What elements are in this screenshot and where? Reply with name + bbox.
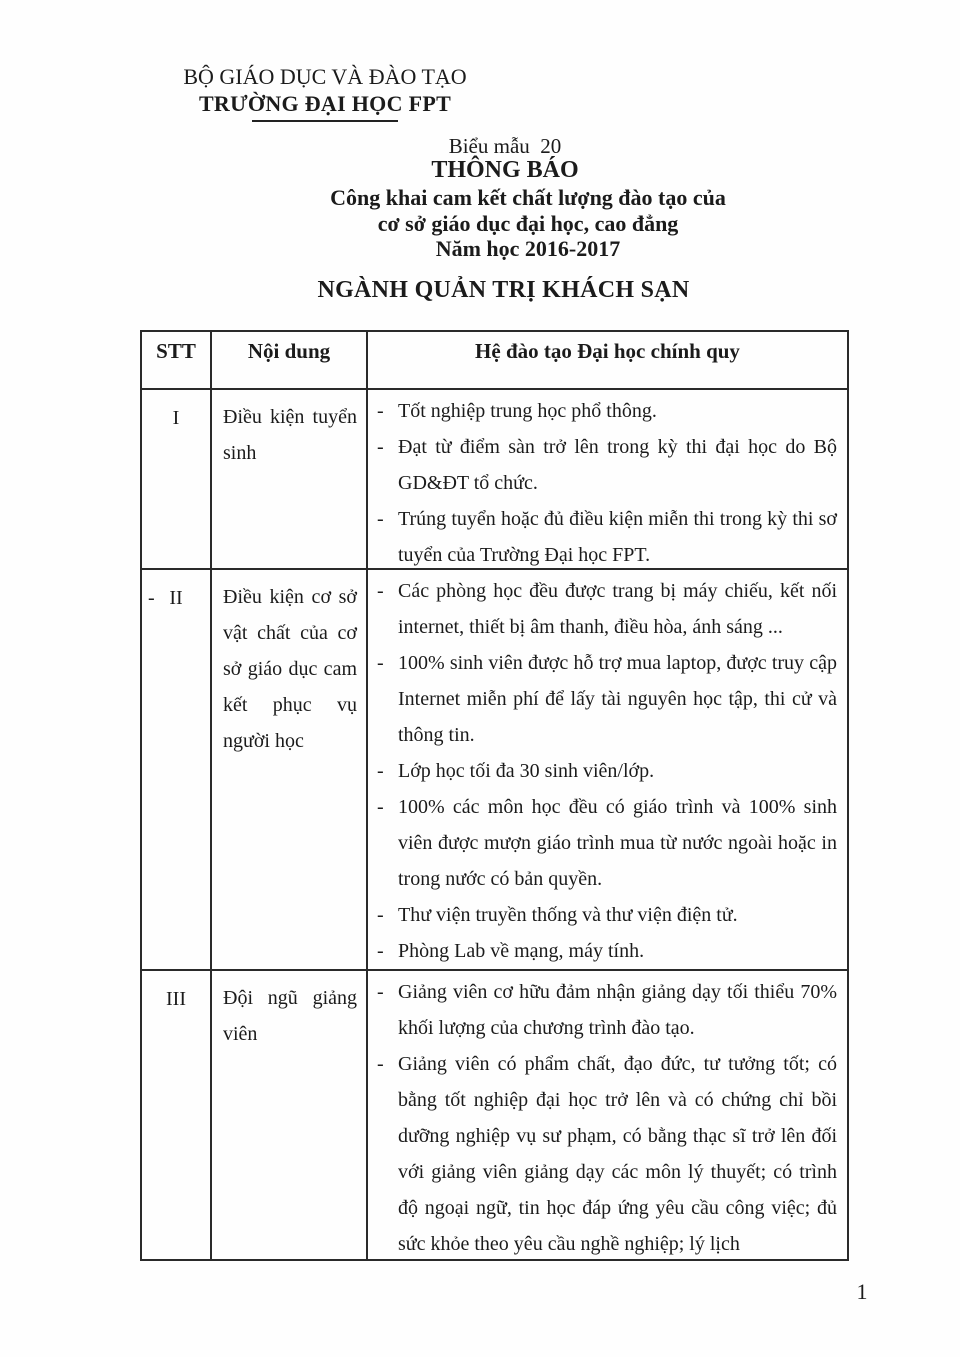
bullet-text: Thư viện truyền thống và thư viện điện tử. — [398, 904, 738, 926]
bullet-text: Giảng viên cơ hữu đảm nhận giảng dạy tối thiểu 70% khối lượng của chương trình đào tạo. — [398, 981, 837, 1039]
bullet-dash: - — [377, 760, 384, 782]
bullet-dash: - — [377, 436, 384, 458]
row-3-topic: Đội ngũ giảng viên — [223, 987, 357, 1045]
list-item — [377, 429, 837, 501]
list-item — [377, 974, 837, 1046]
bullet-dash: - — [377, 940, 384, 962]
bullet-text: Trúng tuyển hoặc đủ điều kiện miễn thi trong kỳ thi sơ tuyển của Trường Đại học FPT. — [398, 508, 837, 566]
school-year: Năm học 2016-2017 — [435, 236, 621, 261]
row-3-topic-cell — [211, 970, 367, 1260]
column-header-noidung — [211, 331, 367, 389]
bullet-text: Đạt từ điểm sàn trở lên trong kỳ thi đại học do Bộ GD&ĐT tổ chức. — [398, 436, 837, 494]
bullet-dash: - — [377, 796, 384, 818]
bullet-dash: - — [377, 508, 384, 530]
announcement-subtitle — [167, 185, 889, 262]
row-1-stt: I — [172, 407, 180, 429]
bullet-dash: - — [377, 904, 384, 926]
table-header-row — [141, 331, 848, 389]
row-3-stt: III — [166, 988, 186, 1010]
org-header — [140, 63, 510, 122]
table-row — [141, 389, 848, 569]
bullet-dash: - — [377, 981, 384, 1003]
row-2-topic: Điều kiện cơ sở vật chất của cơ sở giáo dục cam kết phục vụ người học — [223, 586, 357, 752]
subtitle-line-2: cơ sở giáo dục đại học, cao đẳng — [377, 210, 679, 236]
table-row — [141, 569, 848, 970]
row-2-stt: II — [169, 587, 183, 609]
row-2-stt-cell — [141, 569, 211, 970]
row-3-content-cell — [367, 970, 848, 1260]
row-2-content-cell — [367, 569, 848, 970]
subtitle-line-1: Công khai cam kết chất lượng đào tạo của — [330, 185, 726, 210]
bullet-dash: - — [377, 580, 384, 602]
list-item — [377, 645, 837, 753]
bullet-text: Lớp học tối đa 30 sinh viên/lớp. — [398, 760, 655, 782]
column-header-hedaotao — [367, 331, 848, 389]
bullet-text: Phòng Lab về mạng, máy tính. — [398, 940, 645, 962]
bullet-dash: - — [377, 400, 384, 422]
list-item — [377, 789, 837, 897]
bullet-text: Các phòng học đều được trang bị máy chiếu, kết nối internet, thiết bị âm thanh, điều hòa, ánh sáng ... — [398, 580, 837, 638]
bullet-text: Giảng viên có phẩm chất, đạo đức, tư tưởng tốt; có bằng tốt nghiệp đại học trở lên và có chứng chỉ bồi dưỡng nghiệp vụ sư phạm, có bằng thạc sĩ trở lên đối với giảng viên giảng dạy các môn lý thuyết; có trình độ ngoại ngữ, tin học đáp ứng yêu cầu công việc; đủ sức khỏe theo yêu cầu nghề nghiệp; lý lịch — [398, 1053, 837, 1255]
column-header-hedaotao-label: Hệ đào tạo Đại học chính quy — [475, 339, 740, 363]
major-title: NGÀNH QUẢN TRỊ KHÁCH SẠN — [317, 277, 690, 303]
header-divider — [252, 120, 398, 122]
row-3-stt-cell — [141, 970, 211, 1260]
bullet-text: 100% sinh viên được hỗ trợ mua laptop, được truy cập Internet miễn phí để lấy tài nguyên học tập, thi cử và thông tin. — [398, 652, 837, 746]
bullet-text: Tốt nghiệp trung học phổ thông. — [398, 400, 657, 422]
table-row — [141, 970, 848, 1260]
page-number: 1 — [856, 1279, 868, 1304]
row-1-topic-cell — [211, 389, 367, 569]
column-header-noidung-label: Nội dung — [247, 339, 331, 363]
row-1-stt-cell — [141, 389, 211, 569]
bullet-dash: - — [377, 1053, 384, 1075]
list-item — [377, 1046, 837, 1259]
list-item — [377, 897, 837, 933]
ministry-name: BỘ GIÁO DỤC VÀ ĐÀO TẠO — [183, 64, 467, 89]
list-item — [377, 393, 837, 429]
list-item — [377, 753, 837, 789]
column-header-stt — [141, 331, 211, 389]
row-1-topic: Điều kiện tuyển sinh — [223, 406, 357, 464]
list-item — [377, 573, 837, 645]
form-number: Biểu mẫu 20 — [448, 134, 562, 158]
university-name: TRƯỜNG ĐẠI HỌC FPT — [198, 91, 452, 116]
bullet-text: 100% các môn học đều có giáo trình và 100% sinh viên được mượn giáo trình mua từ nước ngoài hoặc in trong nước có bản quyền. — [398, 796, 837, 890]
list-item — [377, 933, 837, 969]
commitment-table — [140, 330, 849, 1261]
list-item — [377, 501, 837, 568]
column-header-stt-label: STT — [156, 339, 196, 363]
announcement-title: THÔNG BÁO — [431, 157, 579, 183]
bullet-dash: - — [377, 652, 384, 674]
row-1-content-cell — [367, 389, 848, 569]
row-2-topic-cell — [211, 569, 367, 970]
row-2-dash: - — [148, 587, 155, 609]
